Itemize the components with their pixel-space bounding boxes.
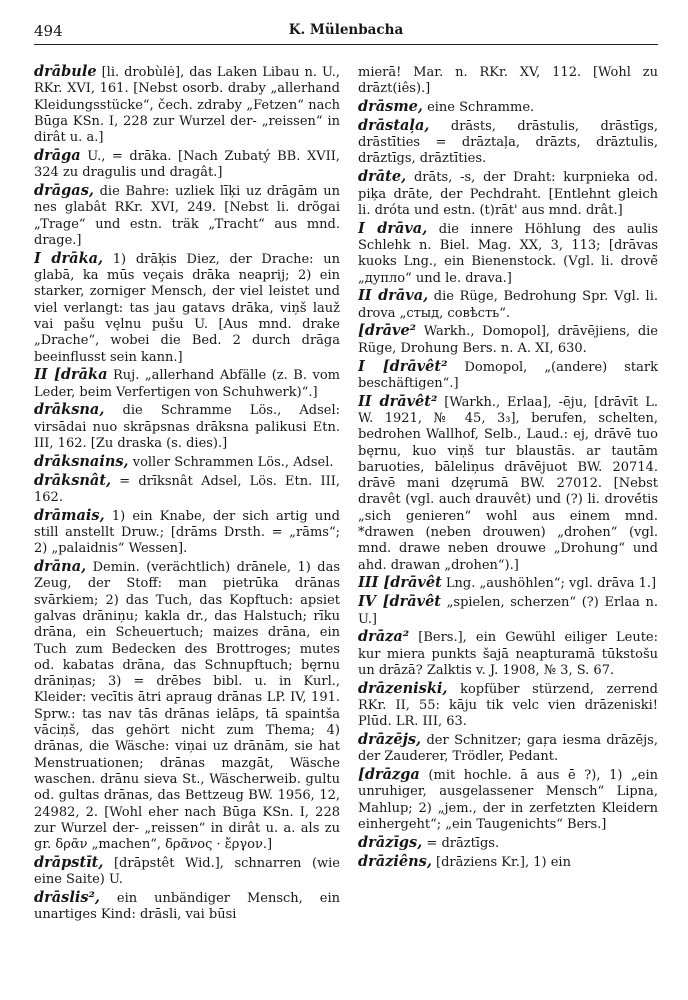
dictionary-entry [358, 118, 658, 168]
entry-headword: III [drāvêt [358, 574, 442, 592]
entry-definition: = drāztīgs. [422, 835, 500, 851]
dictionary-entry [34, 148, 340, 182]
entry-definition: 1) drāķis Diez, der Drache: un glabā, ka mūs veçais drāka neaprij; 2) ein starker, zorniger Mensch, der viel leistet und viel verlangt: tas jau gatavs drāka, viņš lauž vai pašu vęlnu pušu U. [Aus mnd. drake „Drache“, wobei die Bed. 2 durch drāga beeinflusst sein kann.] [34, 251, 340, 365]
dictionary-entry [34, 402, 340, 452]
dictionary-entry [34, 454, 340, 471]
dictionary-entry [34, 183, 340, 249]
entry-headword: drāzīgs, [358, 833, 423, 851]
entry-definition: „spielen, scherzen“ (?) Erlaa n. U.] [358, 595, 658, 627]
entry-headword: drāza² [358, 628, 410, 646]
dictionary-entry [358, 767, 658, 833]
entry-definition: Lng. „aushöhlen“; vgl. drāva 1.] [441, 576, 657, 592]
page-header [34, 18, 658, 44]
entry-definition: die innere Höhlung des aulis Schlehk n. Biel. Mag. XX, 3, 113; [drāvas kuoks Lng., ein Bienenstock. (Vgl. li. drovė̃ „дупло“ und le. drava.] [358, 221, 658, 286]
entry-definition: die Bahre: uzliek līķi uz drāgām un nes glabât RKr. XVI, 249. [Nebst li. drõgai „Trage“ und estn. träk „Tracht“ aus mnd. drage.] [34, 184, 340, 248]
entry-definition: [Bers.], ein Gewühl eiliger Leute: kur miera punkts šajā neapturamā tūkstošu un drāzā? Zalktis v. J. 1908, № 3, S. 67. [358, 630, 658, 678]
entry-headword: drāna, [34, 558, 87, 576]
entry-headword: drāslis², [34, 889, 100, 907]
entry-definition: ein unbändiger Mensch, ein unartiges Kind: drāsli, vai būsi [34, 891, 340, 923]
entry-headword: drāksnains, [34, 452, 129, 470]
entry-headword: drāga [34, 146, 81, 164]
dictionary-entry [34, 559, 340, 853]
dictionary-entry [358, 99, 658, 116]
entry-headword: [drāve² [358, 322, 417, 340]
entry-headword: drāksnât, [34, 471, 112, 489]
entry-definition: [drāziens Kr.], 1) ein [431, 854, 571, 870]
entry-headword: drāmais, [34, 506, 105, 524]
entry-headword: drāte, [358, 168, 407, 186]
entry-headword: drāzeniski, [358, 679, 448, 697]
dictionary-entry [358, 835, 658, 852]
entry-definition: Domopol, „(andere) stark beschäftigen“.] [358, 359, 658, 391]
header-rule [34, 44, 658, 45]
entry-headword: II drāvêt² [358, 392, 438, 410]
entry-headword: drāsme, [358, 98, 423, 116]
dictionary-entry [358, 575, 658, 592]
entry-definition: der Schnitzer; gaŗa iesma drāzējs, der Zauderer, Trödler, Pedant. [358, 733, 658, 765]
entry-headword: IV [drāvêt [358, 593, 441, 611]
entry-headword: II [drāka [34, 366, 108, 384]
entry-definition: [Warkh., Erlaa], -ēju, [drāvīt L. W. 1921, № 45, 3₃], berufen, schelten, bedrohen Wallhof, Selb., Laud.: ej, drāvē tuo bęrnu, kuo viņš tur blaustās. ar tautām baruoties, bāleliņus drāvējuot BW. 20714. drāvē mani dzęrumā BW. 27012. [Nebst dravêt (vgl. auch drauvêt) und (?) li. drovė́tis „sich genieren“ wohl aus einem mnd. *drawen (neben drouwen) „drohen“ (vgl. mnd. drawe neben drouwe „Drohung“ und ahd. drawan „drohen“).] [358, 394, 658, 573]
entry-definition: [li. drobùlė], das Laken Libau n. U., RKr. XVI, 161. [Nebst osorb. draby „allerhand Kleidungsstücke“, čech. zdraby „Fetzen“ nach Būga KSn. I, 228 zur Wurzel der- „reissen“ in dirât u. a.] [34, 65, 340, 146]
page-number: 494 [34, 22, 63, 40]
entry-definition: drāsts, drāstulis, drāstīgs, drāstīties = drāztaļa, drāzts, drāztulis, drāztīgs, drāztīties. [358, 118, 658, 167]
entry-definition: drāts, -s, der Draht: kurpnieka od. piķa drāte, der Pechdraht. [Entlehnt gleich li. dróta und estn. (t)rāt' aus mnd. drât.] [358, 170, 658, 218]
entry-definition: 1) ein Knabe, der sich artig und still anstellt Druw.; [drāms Drsth. = „rāms“; 2) „palaidnis“ Wessen]. [34, 508, 340, 557]
entry-headword: drāgas, [34, 182, 94, 200]
left-column [34, 64, 340, 994]
entry-headword: drāksna, [34, 401, 105, 419]
dictionary-entry [34, 508, 340, 558]
dictionary-entry [34, 855, 340, 889]
entry-headword: I [drāvêt² [358, 357, 448, 375]
entry-definition: Warkh., Domopol], drāvējiens, die Rüge, Drohung Bers. n. A. XI, 630. [358, 324, 658, 356]
dictionary-entry [358, 64, 658, 98]
entry-definition: (mit hochle. ā aus ē ?), 1) „ein unruhiger, ausgelassener Mensch“ Lipna, Mahlup; 2) „jem., der in zerfetzten Kleidern einhergeht“; „ein Taugenichts“ Bers.] [358, 768, 658, 833]
dictionary-entry [34, 473, 340, 507]
entry-definition: = drīksnât Adsel, Lös. Etn. III, 162. [34, 473, 340, 505]
dictionary-entry [34, 64, 340, 146]
dictionary-entry [34, 367, 340, 401]
entry-definition: Demin. (verächtlich) drānele, 1) das Zeug, der Stoff: man pietrūka drānas svārkiem; 2) das Tuch, das Kopftuch: apsiet galvas drāniņu; kakla dr., das Halstuch; rīku drāna, ein Scheuertuch; maizes drāna, ein Tuch zum Bedecken des Brottroges; mutes od. kabatas drāna, das Schnupftuch; bęrnu drāniņas; 3) = drēbes bibl. u. in Kurl., Kleider: vecītis ātri apraug drānas LP. IV, 191. Sprw.: tas nav tās drānas ielāps, tā spaintša vāciņš, das gehört nicht zum Thema; 4) drānas, die Wäsche: viņai uz drānām, sie hat Menstruationen; drānas mazgāt, Wäsche waschen. drānu sieva St., Wäscherweib. gultu od. gultas drānas, das Bettzeug BW. 1956, 12, 24982, 2. [Wohl eher nach Būga KSn. I, 228 zur Wurzel der- „reissen“ in dirât u. a. als zu gr. δρᾶν „machen“, δρᾶνος · ἔργον.] [34, 560, 340, 853]
entry-headword: drāpstīt, [34, 853, 104, 871]
entry-headword: drāziêns, [358, 852, 432, 870]
dictionary-entry [358, 629, 658, 679]
dictionary-entry [34, 251, 340, 366]
dictionary-entry [358, 169, 658, 219]
dictionary-entry [358, 732, 658, 766]
dictionary-entry [358, 681, 658, 731]
entry-headword: II drāva, [358, 287, 429, 305]
dictionary-entry [358, 221, 658, 287]
right-column [358, 64, 658, 994]
entry-definition: kopfüber stürzend, zerrend RKr. II, 55: kāju tik velc vien drāzeniski! Plūd. LR. III, 63. [358, 681, 658, 730]
dictionary-entry [34, 890, 340, 924]
entry-headword: drāstaļa, [358, 116, 430, 134]
dictionary-entry [358, 394, 658, 574]
dictionary-entry [358, 854, 658, 871]
running-head: K. Mülenbacha [288, 22, 404, 38]
dictionary-entry [358, 288, 658, 322]
entry-headword: I drāva, [358, 219, 428, 237]
dictionary-entry [358, 323, 658, 357]
entry-headword: I drāka, [34, 249, 104, 267]
dictionary-entry [358, 359, 658, 393]
entry-headword: drāzējs, [358, 731, 422, 749]
entry-definition: die Schramme Lös., Adsel: virsādai nuo skrāpsnas drāksna palikusi Etn. III, 162. [Zu draska (s. dies).] [34, 403, 340, 452]
entry-definition: [drāpstêt Wid.], schnarren (wie eine Saite) U. [34, 855, 340, 888]
entry-definition: voller Schrammen Lös., Adsel. [128, 454, 334, 470]
entry-definition: Ruj. „allerhand Abfälle (z. B. vom Leder, beim Verfertigen von Schuhwerk)“.] [34, 368, 340, 400]
entry-headword: [drāzga [358, 766, 420, 784]
entry-definition: eine Schramme. [422, 100, 535, 116]
entry-definition: die Rüge, Bedrohung Spr. Vgl. li. drova „стыд, совѣсть“. [358, 289, 658, 321]
entry-definition: U., = drāka. [Nach Zubatý BB. XVII, 324 zu dragulis und dragât.] [34, 148, 340, 181]
dictionary-entry [358, 594, 658, 628]
entry-definition: mierā! Mar. n. RKr. XV, 112. [Wohl zu drāzt(iês).] [358, 65, 658, 97]
entry-headword: drābule [34, 64, 97, 80]
